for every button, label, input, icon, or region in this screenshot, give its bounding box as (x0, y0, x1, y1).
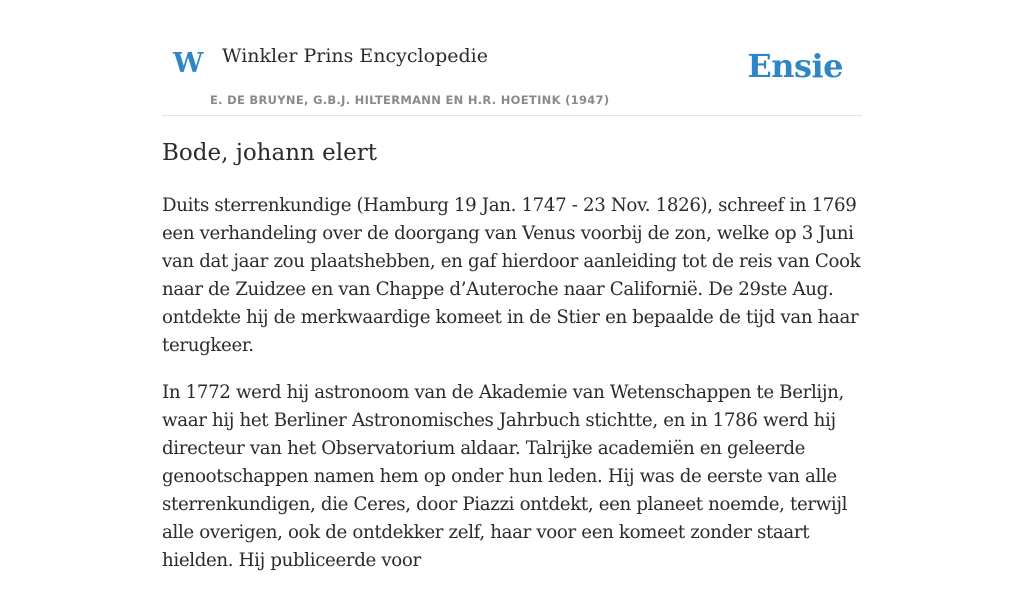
work-logo-icon[interactable]: W (173, 48, 204, 79)
site-header (162, 0, 862, 116)
entry-paragraph: In 1772 werd hij astronoom van de Akademie van Wetenschappen te Berlijn, waar hij het Berliner Astronomisches Jahrbuch stichtte, en in 1786 werd hij directeur van het Observatorium aldaar. Talrijke academiën en geleerde genootschappen namen hem op onder hun leden. Hij was de eerste van alle sterrenkundigen, die Ceres, door Piazzi ontdekt, een planeet noemde, terwijl alle overigen, ook de ontdekker zelf, haar voor een komeet zonder staart hielden. Hij publiceerde voor (162, 382, 848, 571)
brand-logo-link[interactable]: Ensie (747, 47, 843, 85)
work-authors: E. DE BRUYNE, G.B.J. HILTERMANN EN H.R. HOETINK (1947) (210, 93, 610, 107)
entry-title: Bode, johann elert (162, 140, 377, 166)
entry-paragraph: Duits sterrenkundige (Hamburg 19 Jan. 1747 - 23 Nov. 1826), schreef in 1769 een verhandeling over de doorgang van Venus voorbij de zon, welke op 3 Juni van dat jaar zou plaatshebben, en gaf hierdoor aanleiding tot de reis van Cook naar de Zuidzee en van Chappe d’Auteroche naar Californië. De 29ste Aug. ontdekte hij de merkwaardige komeet in de Stier en bepaalde de tijd van haar terugkeer. (162, 195, 861, 356)
work-title-link[interactable]: Winkler Prins Encyclopedie (222, 45, 488, 67)
entry-body (162, 192, 862, 594)
